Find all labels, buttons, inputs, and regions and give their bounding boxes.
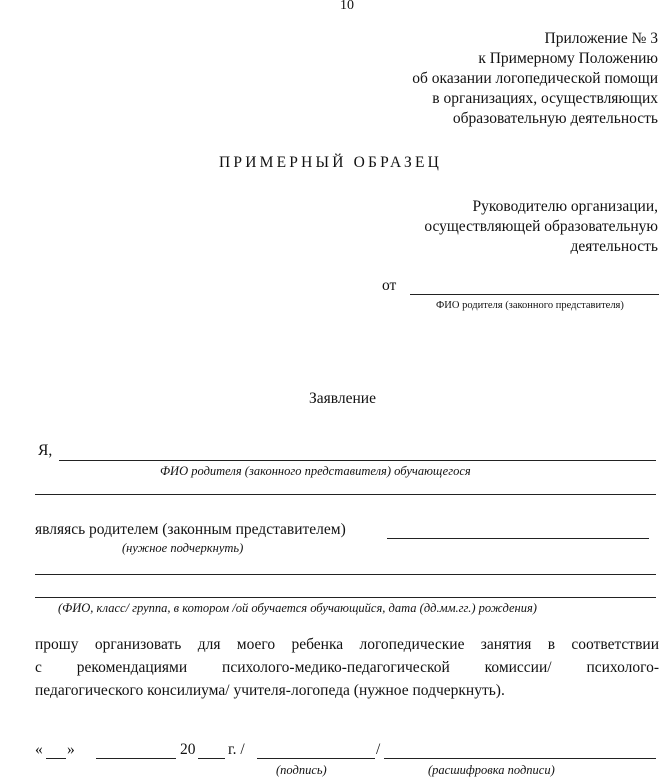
appendix-line: к Примерному Положению [478,50,658,67]
page-number: 10 [340,0,354,13]
ya-label: Я, [38,442,53,459]
decoding-caption: (расшифровка подписи) [428,763,555,777]
day-line[interactable] [46,758,66,759]
slash: / [376,741,381,758]
date-close-quote: » [67,741,75,758]
relation-line[interactable] [387,538,649,539]
parent-name-line[interactable] [59,460,656,461]
child-info-line[interactable] [35,574,656,575]
request-line: с рекомендациями психолого-медико-педагогической комиссии/ психолого- [35,659,659,676]
year-suffix: г. / [228,741,245,758]
appendix-line: Приложение № 3 [544,30,658,47]
year-prefix: 20 [180,741,196,758]
addressee-line: Руководителю организации, [472,198,658,215]
from-caption: ФИО родителя (законного представителя) [436,300,624,311]
child-info-line-2[interactable] [35,597,656,598]
date-open-quote: « [35,741,43,758]
request-line: прошу организовать для моего ребенка логопедические занятия в соответствии [35,636,659,653]
statement-title: Заявление [309,390,376,407]
doc-heading: ПРИМЕРНЫЙ ОБРАЗЕЦ [219,154,443,171]
appendix-line: в организациях, осуществляющих [432,90,658,107]
addressee-line: деятельность [570,238,658,255]
underline-hint: (нужное подчеркнуть) [122,541,244,555]
from-line[interactable] [410,294,659,295]
signature-caption: (подпись) [276,763,327,777]
from-label: от [382,277,397,294]
request-line: педагогического консилиума/ учителя-логопеда (нужное подчеркнуть). [35,682,505,699]
appendix-line: об оказании логопедической помощи [412,70,658,87]
signature-line[interactable] [257,758,375,759]
year-line[interactable] [198,758,225,759]
parent-caption: ФИО родителя (законного представителя) обучающегося [160,464,471,478]
appendix-line: образовательную деятельность [452,110,658,127]
month-line[interactable] [96,758,176,759]
addressee-line: осуществляющей образовательную [424,218,658,235]
child-caption: (ФИО, класс/ группа, в котором /ой обучается обучающийся, дата (дд.мм.гг.) рождения) [58,601,537,615]
being-parent-text: являясь родителем (законным представителем) [35,521,346,538]
parent-name-line-2[interactable] [35,494,656,495]
decoding-line[interactable] [384,758,656,759]
